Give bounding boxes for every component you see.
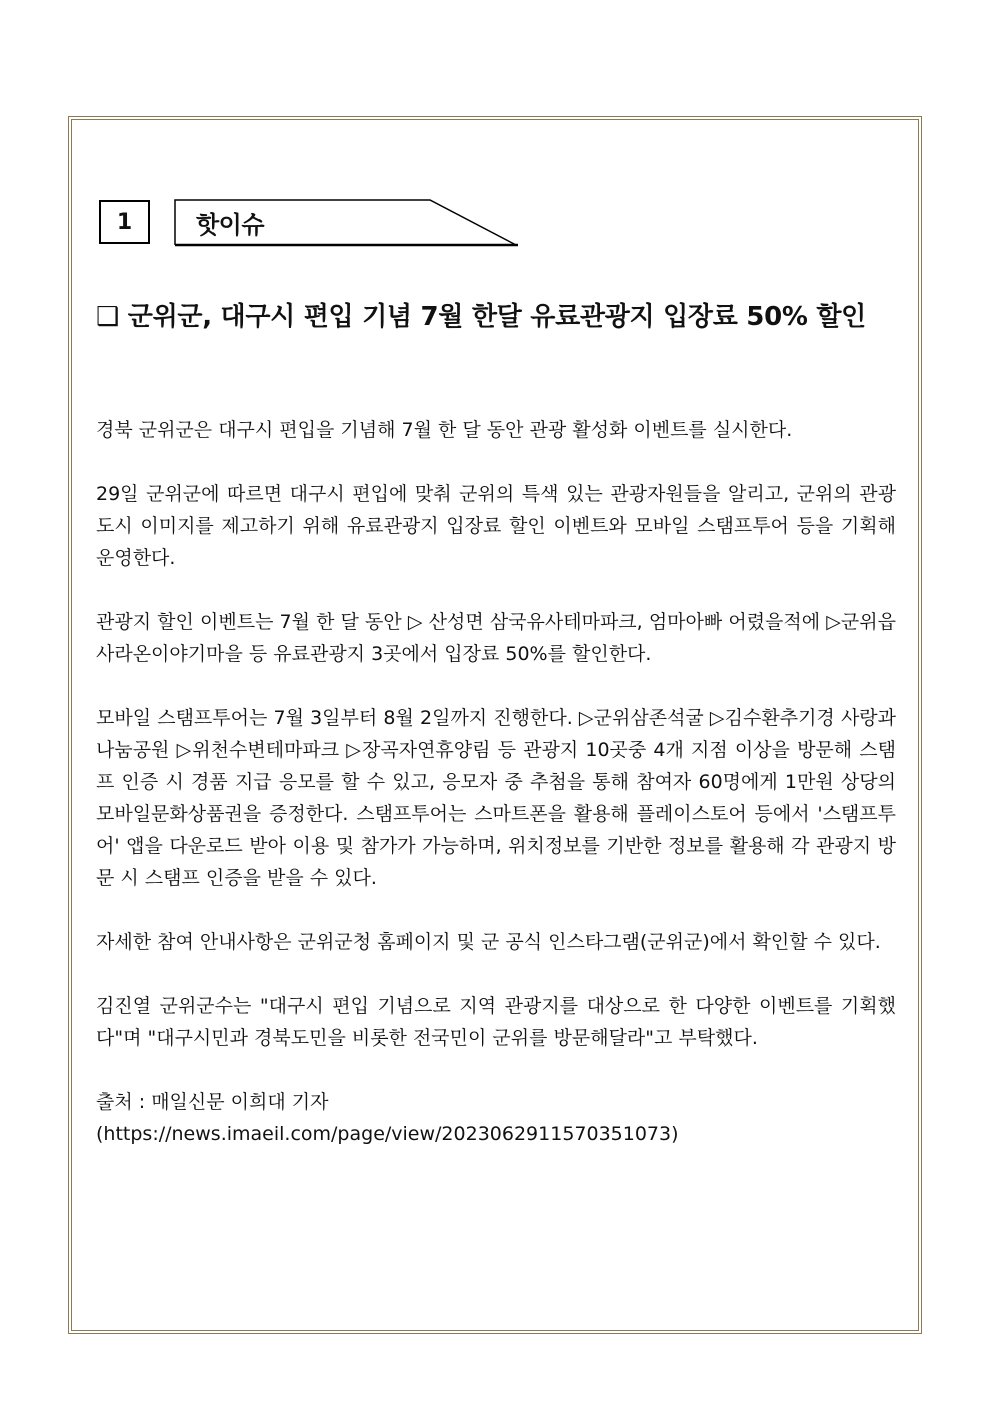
section-number: 1 [116, 209, 133, 235]
paragraph: 관광지 할인 이벤트는 7월 한 달 동안 ▷ 산성면 삼국유사테마파크, 엄마아빠 어렸을적에 ▷군위읍 사라온이야기마을 등 유료관광지 3곳에서 입장료 50%를 할인한다. [96, 611, 896, 665]
paragraph: 자세한 참여 안내사항은 군위군청 홈페이지 및 군 공식 인스타그램(군위군)에서 확인할 수 있다. [96, 931, 881, 953]
article-headline: ❑ 군위군, 대구시 편입 기념 7월 한달 유료관광지 입장료 50% 할인 [96, 302, 866, 332]
source-url[interactable]: (https://news.imaeil.com/page/view/2023062911570351073) [96, 1123, 679, 1145]
section-number-box [99, 200, 150, 244]
source-credit [96, 1086, 896, 1150]
paragraph: 모바일 스탬프투어는 7월 3일부터 8월 2일까지 진행한다. ▷군위삼존석굴 ▷김수환추기경 사랑과나눔공원 ▷위천수변테마파크 ▷장곡자연휴양림 등 관광지 10곳중 4개 지점 이상을 방문해 스탬프 인증 시 경품 지급 응모를 할 수 있고, 응모자 중 추첨을 통해 참여자 60명에게 1만원 상당의 모바일문화상품권을 증정한다. 스탬프투어는 스마트폰을 활용해 플레이스토어 등에서 '스탬프투어' 앱을 다운로드 받아 이용 및 참가가 가능하며, 위치정보를 기반한 정보를 활용해 각 관광지 방문 시 스탬프 인증을 받을 수 있다. [96, 707, 896, 889]
source-author: 출처 : 매일신문 이희대 기자 [96, 1091, 329, 1113]
article-body [96, 414, 896, 1150]
paragraph: 경북 군위군은 대구시 편입을 기념해 7월 한 달 동안 관광 활성화 이벤트를 실시한다. [96, 419, 793, 441]
section-title-tab [174, 199, 520, 247]
paragraph: 29일 군위군에 따르면 대구시 편입에 맞춰 군위의 특색 있는 관광자원들을 알리고, 군위의 관광도시 이미지를 제고하기 위해 유료관광지 입장료 할인 이벤트와 모바일 스탬프투어 등을 기획해 운영한다. [96, 483, 896, 569]
section-title: 핫이슈 [196, 211, 265, 239]
paragraph: 김진열 군위군수는 "대구시 편입 기념으로 지역 관광지를 대상으로 한 다양한 이벤트를 기획했다"며 "대구시민과 경북도민을 비롯한 전국민이 군위를 방문해달라"고 부탁했다. [96, 995, 896, 1049]
